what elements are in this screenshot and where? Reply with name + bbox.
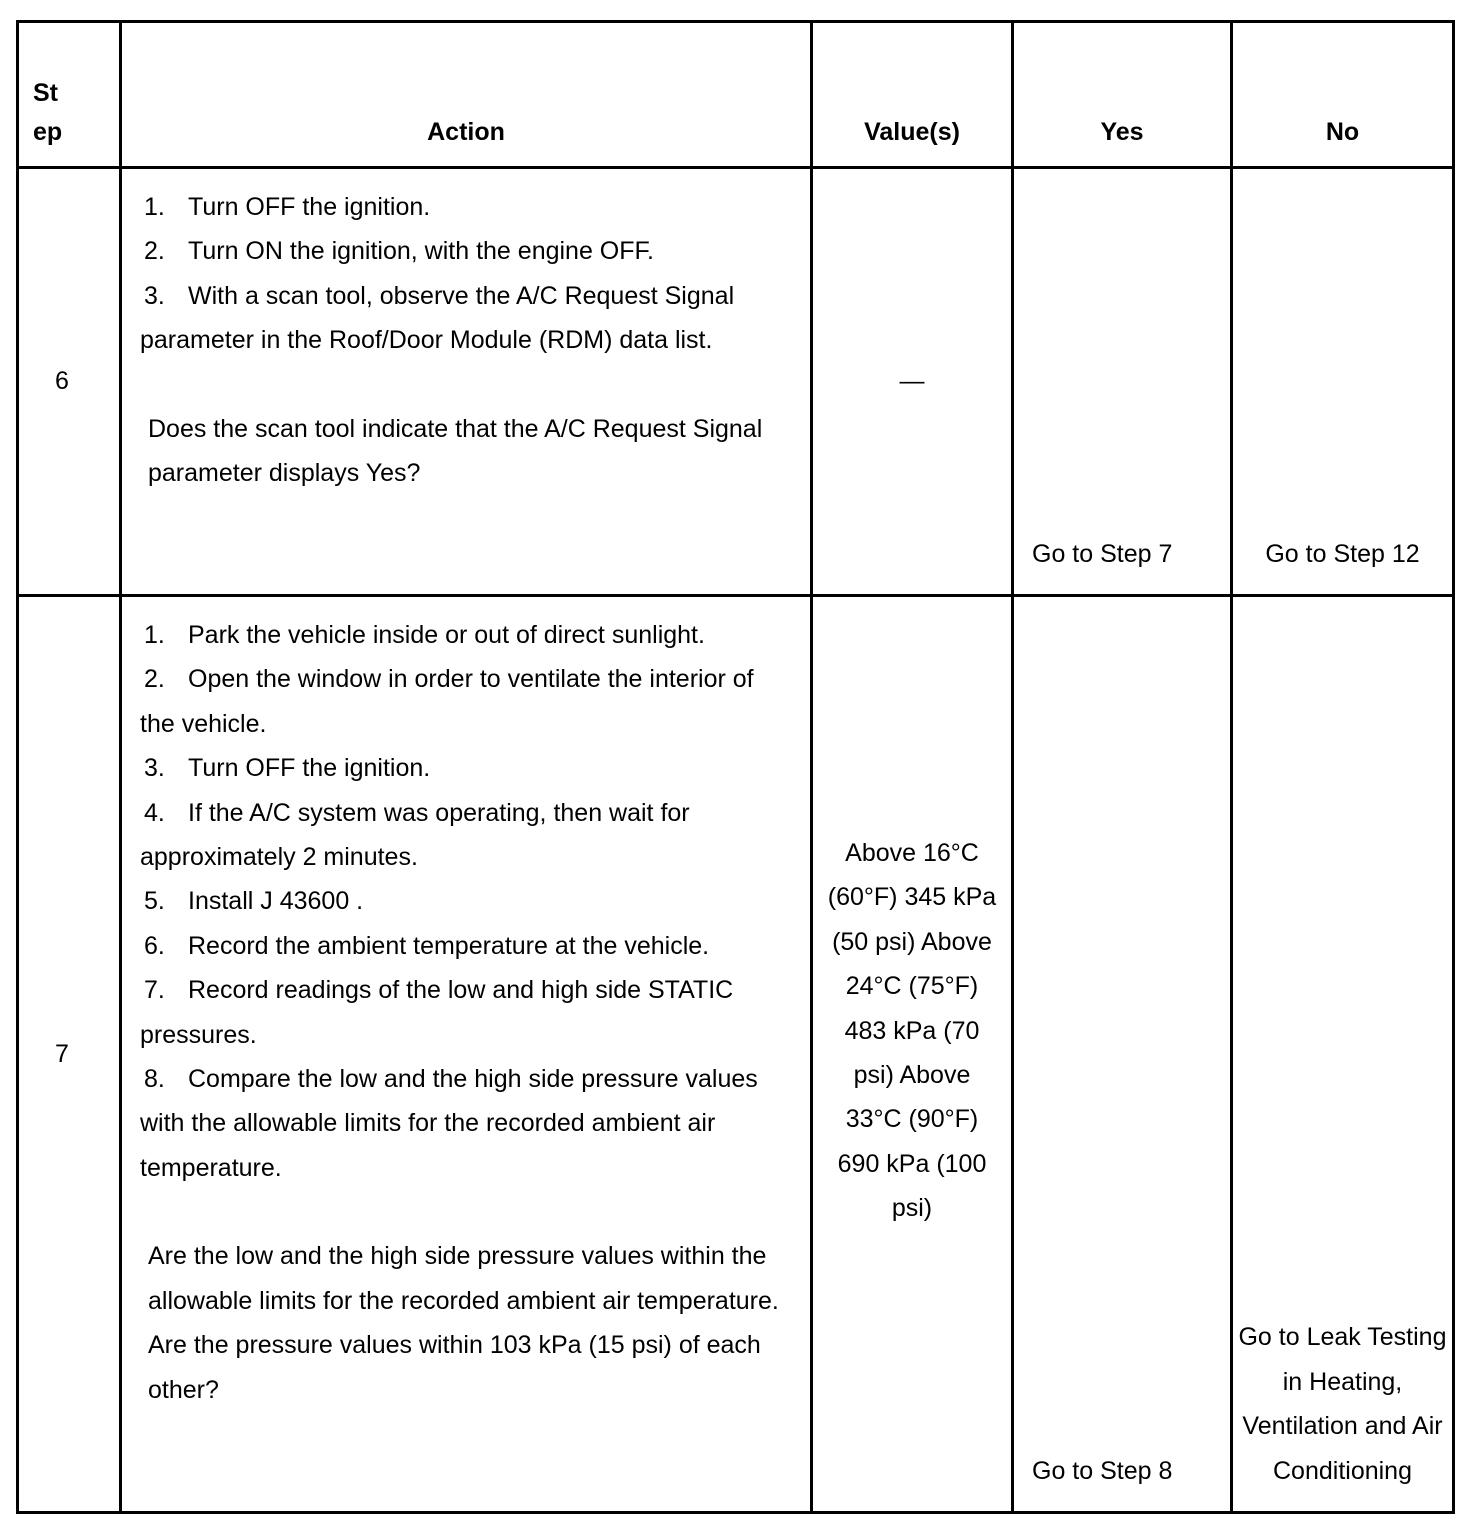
header-no: No xyxy=(1232,22,1454,168)
action-cell xyxy=(121,168,812,596)
step-number: 7 xyxy=(18,596,121,1513)
action-cell xyxy=(121,596,812,1513)
no-cell: Go to Step 12 xyxy=(1232,168,1454,596)
yes-cell: Go to Step 7 xyxy=(1013,168,1232,596)
diagnostic-table xyxy=(16,20,1455,1514)
header-row xyxy=(18,22,1454,168)
values-cell: Above 16°C (60°F) 345 kPa (50 psi) Above 24°C (75°F) 483 kPa (70 psi) Above 33°C (90°F) 690 kPa (100 psi) xyxy=(812,596,1013,1513)
yes-cell: Go to Step 8 xyxy=(1013,596,1232,1513)
list-item: 2. Open the window in order to ventilate the interior of the vehicle. xyxy=(140,665,754,738)
table-row xyxy=(18,168,1454,596)
question-text: Does the scan tool indicate that the A/C Request Signal parameter displays Yes? xyxy=(148,414,763,488)
values-cell: — xyxy=(812,168,1013,596)
header-yes: Yes xyxy=(1013,22,1232,168)
list-item: 7. Record readings of the low and high side STATIC pressures. xyxy=(140,976,734,1049)
question-text: Are the low and the high side pressure values within the allowable limits for the recorded ambient air temperature. Are the pressure values within 103 kPa (15 psi) of each other? xyxy=(148,1242,779,1404)
list-item: 1. Turn OFF the ignition. xyxy=(144,193,431,221)
header-step-line1: St xyxy=(33,79,58,107)
list-item: 3. Turn OFF the ignition. xyxy=(144,754,431,783)
table-row xyxy=(18,596,1454,1513)
header-values: Value(s) xyxy=(812,22,1013,168)
header-step xyxy=(18,22,121,168)
list-item: 1. Park the vehicle inside or out of direct sunlight. xyxy=(144,621,705,649)
header-action: Action xyxy=(121,22,812,168)
header-step-line2: ep xyxy=(33,118,63,146)
list-item: 4. If the A/C system was operating, then wait for approximately 2 minutes. xyxy=(140,798,690,872)
list-item: 6. Record the ambient temperature at the vehicle. xyxy=(144,931,710,960)
list-item: 2. Turn ON the ignition, with the engine OFF. xyxy=(144,237,654,266)
list-item: 8. Compare the low and the high side pressure values with the allowable limits for the recorded ambient air temperature. xyxy=(140,1065,758,1182)
list-item: 3. With a scan tool, observe the A/C Request Signal parameter in the Roof/Door Module (RDM) data list. xyxy=(140,281,735,355)
list-item: 5. Install J 43600 . xyxy=(144,887,364,916)
no-cell: Go to Leak Testing in Heating, Ventilation and Air Conditioning xyxy=(1232,596,1454,1513)
step-number: 6 xyxy=(18,168,121,596)
